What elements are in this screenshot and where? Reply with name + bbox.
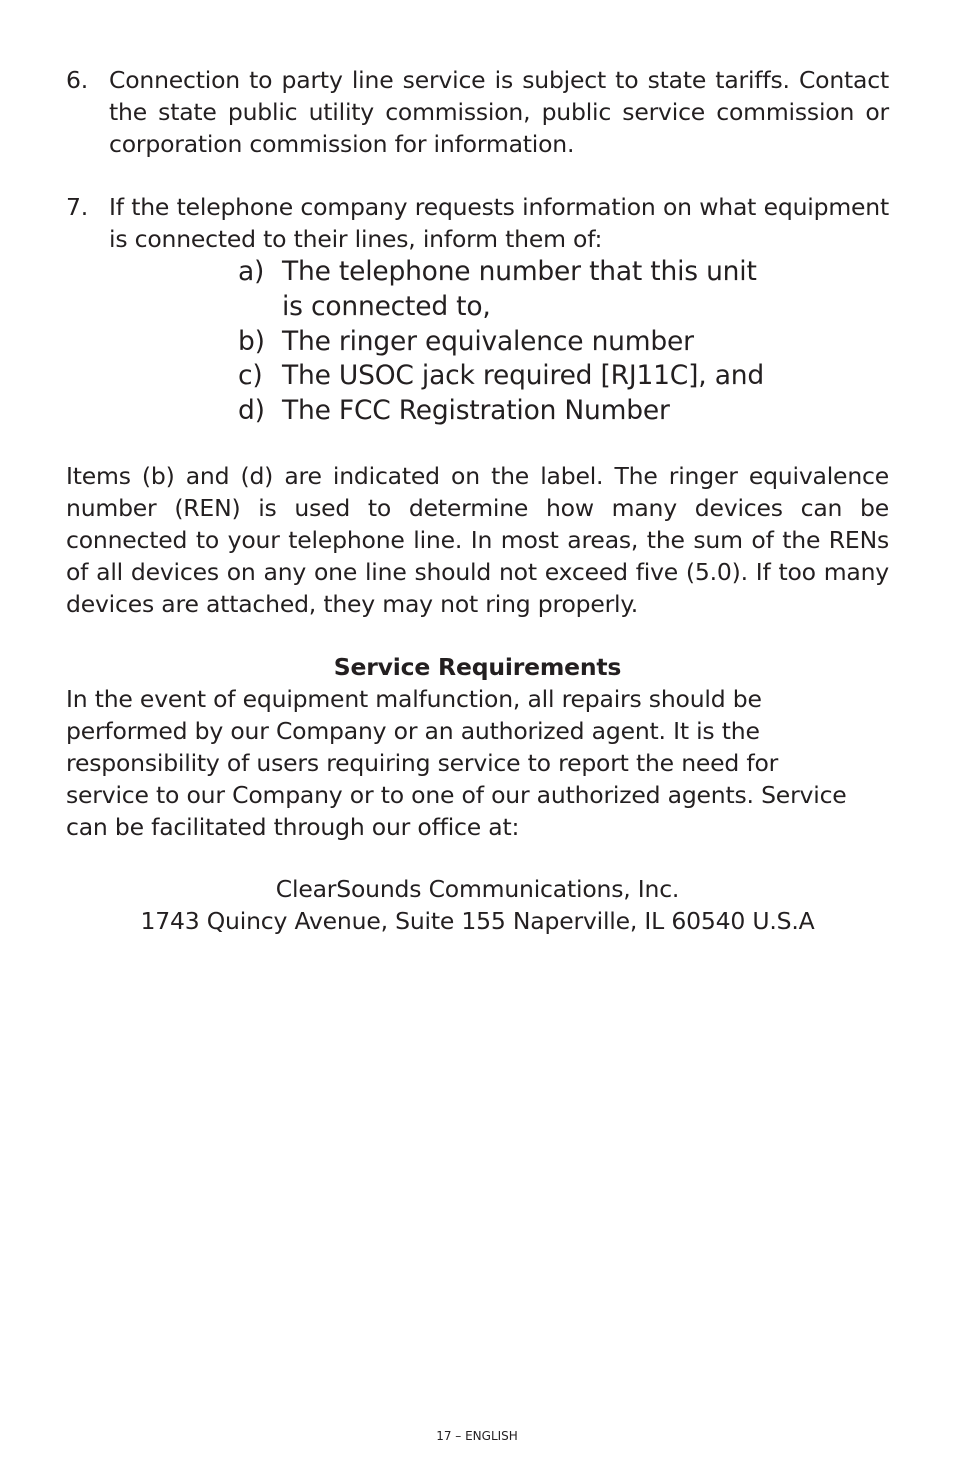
sublist-item-c xyxy=(238,359,798,394)
list-item-7 xyxy=(66,191,889,255)
sublist-label: c) xyxy=(238,360,263,392)
sublist-text: The FCC Registration Number xyxy=(282,395,670,427)
sublist-text-line: The telephone number that this unit xyxy=(282,256,757,287)
company-address xyxy=(66,873,889,937)
service-line: service to our Company or to one of our authorized agents. Service xyxy=(66,781,847,809)
service-paragraph xyxy=(66,683,896,843)
list-item-text: Connection to party line service is subject to state tariffs. Contact the state public utility commission, public service commission or corporation commission for information. xyxy=(109,66,889,158)
service-line: responsibility of users requiring service to report the need for xyxy=(66,749,779,777)
information-sublist xyxy=(238,255,798,429)
list-number: 6. xyxy=(66,66,89,94)
sublist-text: The ringer equivalence number xyxy=(282,325,694,357)
sublist-item-a xyxy=(238,255,798,325)
sublist-label: b) xyxy=(238,325,265,357)
service-line: In the event of equipment malfunction, all repairs should be xyxy=(66,685,762,713)
company-name: ClearSounds Communications, Inc. xyxy=(275,875,680,903)
sublist-item-d xyxy=(238,394,798,429)
page-footer: 17 – ENGLISH xyxy=(436,1429,518,1443)
service-requirements-heading: Service Requirements xyxy=(333,653,622,681)
list-item-6 xyxy=(66,64,889,160)
ren-paragraph: Items (b) and (d) are indicated on the label. The ringer equivalence number (REN) is used to determine how many devices can be connected to your telephone line. In most areas, the sum of the RENs of all devices on any one line should not exceed five (5.0). If too many devices are attached, they may not ring properly. xyxy=(66,462,889,618)
service-line: can be facilitated through our office at: xyxy=(66,813,520,841)
street-address: 1743 Quincy Avenue, Suite 155 Naperville, IL 60540 U.S.A xyxy=(140,907,815,935)
sublist-text: The USOC jack required [RJ11C], and xyxy=(282,360,764,392)
sublist-label: d) xyxy=(238,395,265,427)
sublist-label: a) xyxy=(238,256,265,287)
service-line: performed by our Company or an authorized agent. It is the xyxy=(66,717,760,745)
list-item-text: If the telephone company requests information on what equipment is connected to their lines, inform them of: xyxy=(109,193,889,253)
sublist-text-line: is connected to, xyxy=(282,290,491,322)
sublist-item-b xyxy=(238,325,798,360)
list-number: 7. xyxy=(66,193,89,221)
